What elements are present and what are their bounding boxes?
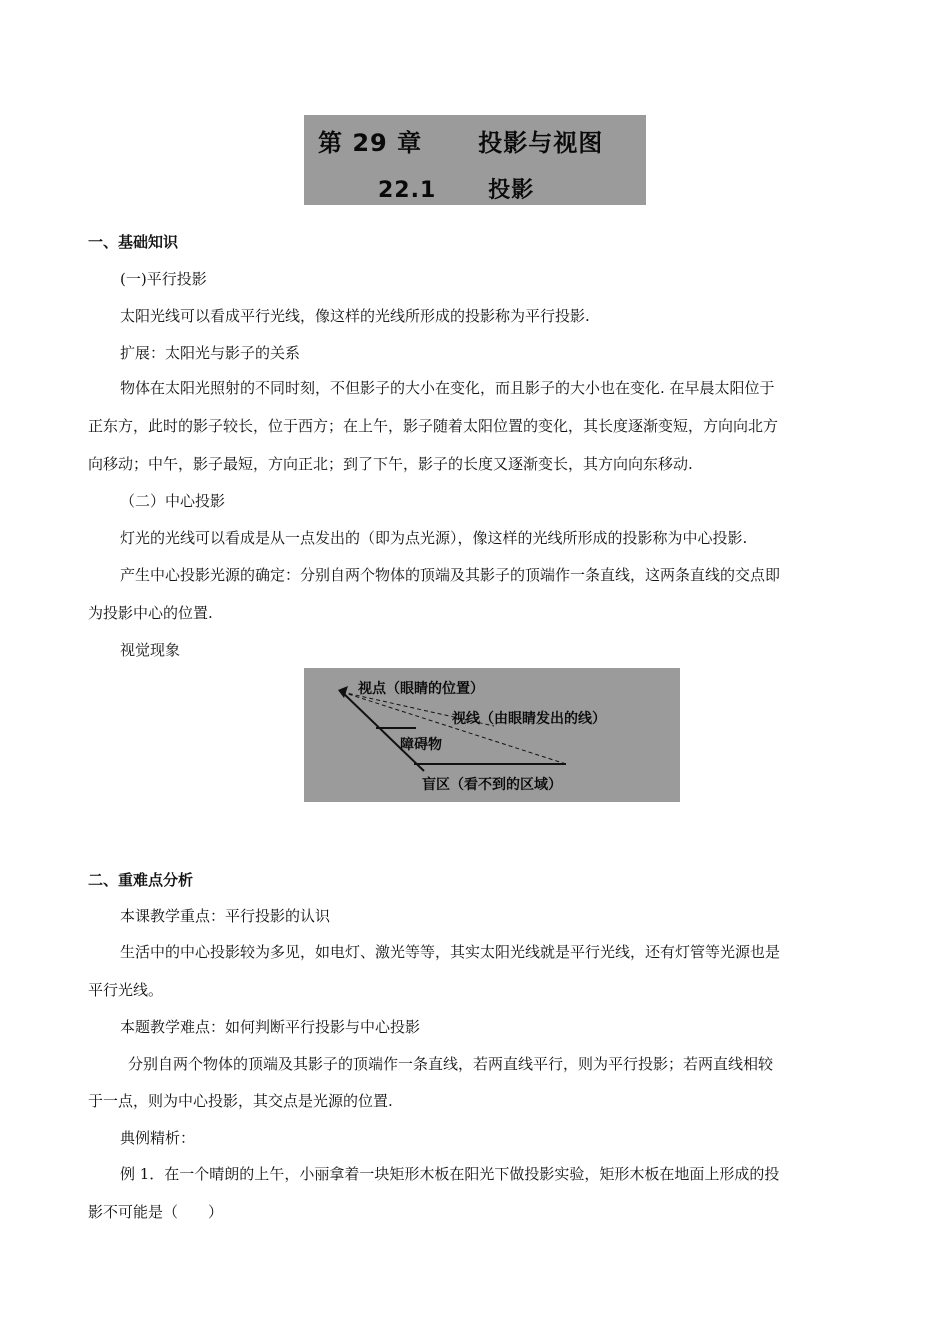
paragraph: 本题教学难点：如何判断平行投影与中心投影: [120, 1018, 421, 1036]
paragraph: 视觉现象: [120, 641, 181, 659]
viewpoint-label: 视点（眼睛的位置）: [358, 681, 484, 697]
paragraph: 太阳光线可以看成平行光线，像这样的光线所形成的投影称为平行投影.: [120, 307, 590, 325]
subsection-central: （二）中心投影: [120, 492, 226, 510]
sight-line: [342, 692, 566, 764]
chapter-title: 第 29 章 投影与视图: [318, 129, 604, 157]
blind-zone-label: 盲区（看不到的区域）: [422, 777, 562, 793]
chapter-title-banner: [304, 115, 646, 205]
paragraph: 于一点，则为中心投影，其交点是光源的位置.: [88, 1092, 393, 1110]
paragraph: 本课教学重点：平行投影的认识: [120, 907, 331, 925]
obstacle-label: 障碍物: [400, 737, 442, 753]
sight-line: [342, 692, 424, 771]
paragraph: 典例精析：: [120, 1129, 196, 1147]
example-question: 影不可能是（ ）: [88, 1203, 224, 1221]
example-question: 例 1．在一个晴朗的上午，小丽拿着一块矩形木板在阳光下做投影实验，矩形木板在地面上形成的投: [120, 1165, 780, 1183]
paragraph: 物体在太阳光照射的不同时刻，不但影子的大小在变化，而且影子的大小也在变化. 在早晨太阳位于: [120, 379, 775, 397]
visual-phenomenon-figure: [304, 668, 680, 802]
paragraph: 产生中心投影光源的确定：分别自两个物体的顶端及其影子的顶端作一条直线，这两条直线的交点即: [120, 566, 781, 584]
paragraph: 扩展：太阳光与影子的关系: [120, 344, 301, 362]
sightline-label: 视线（由眼睛发出的线）: [452, 711, 606, 727]
section1-heading: 一、基础知识: [88, 233, 179, 251]
paragraph: 分别自两个物体的顶端及其影子的顶端作一条直线，若两直线平行，则为平行投影；若两直线相较: [128, 1055, 774, 1073]
paragraph: 灯光的光线可以看成是从一点发出的（即为点光源），像这样的光线所形成的投影称为中心投影.: [120, 529, 748, 547]
section-title: 22.1 投影: [378, 178, 535, 203]
section2-heading: 二、重难点分析: [88, 871, 194, 889]
paragraph: 向移动；中午，影子最短，方向正北；到了下午，影子的长度又逐渐变长，其方向向东移动.: [88, 455, 693, 473]
paragraph: 平行光线。: [88, 981, 164, 999]
paragraph: 为投影中心的位置.: [88, 604, 213, 622]
paragraph: 正东方，此时的影子较长，位于西方；在上午，影子随着太阳位置的变化，其长度逐渐变短，方向向北方: [88, 417, 779, 435]
paragraph: 生活中的中心投影较为多见，如电灯、激光等等，其实太阳光线就是平行光线，还有灯管等光源也是: [120, 943, 781, 961]
subsection-parallel: (一)平行投影: [120, 270, 207, 288]
